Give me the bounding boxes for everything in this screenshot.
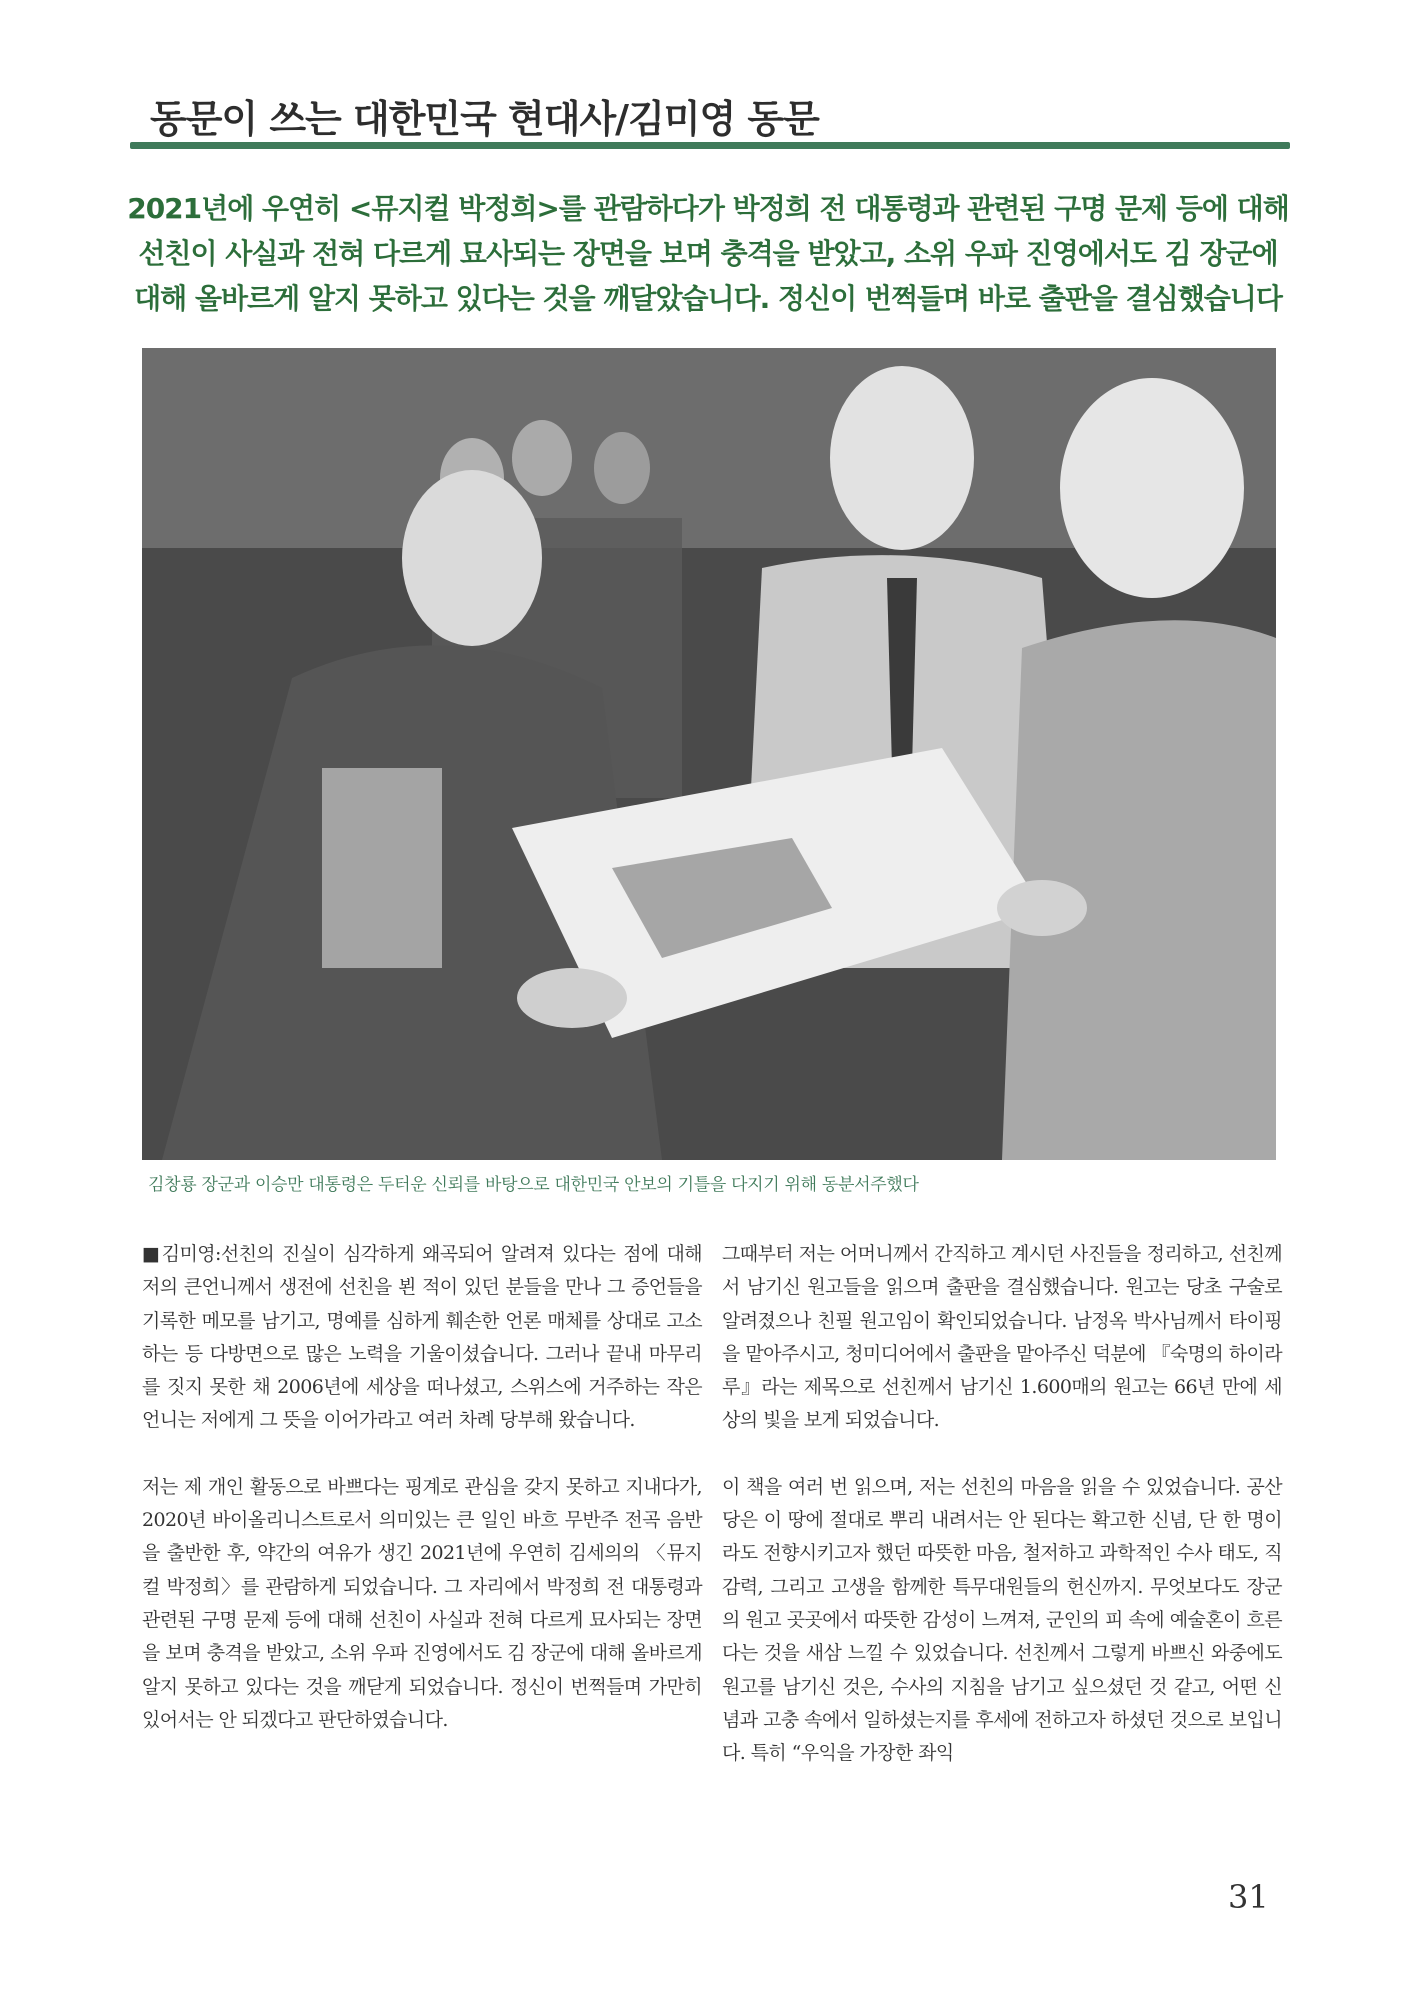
pull-quote: [118, 186, 1298, 321]
title-rule: [130, 142, 1290, 149]
page-number: 31: [1228, 1878, 1269, 1916]
body-paragraph: 저는 제 개인 활동으로 바쁘다는 핑계로 관심을 갖지 못하고 지내다가, 2020년 바이올리니스트로서 의미있는 큰 일인 바흐 무반주 전곡 음반을 출반한 후, 약간의 여유가 생긴 2021년에 우연히 김세의의 〈뮤지컬 박정희〉를 관람하게 되었습니다. 그 자리에서 박정희 전 대통령과 관련된 구명 문제 등에 대해 선친이 사실과 전혀 다르게 묘사되는 장면을 보며 충격을 받았고, 소위 우파 진영에서도 김 장군에 대해 올바르게 알지 못하고 있다는 것을 깨닫게 되었습니다. 정신이 번쩍들며 가만히 있어서는 안 되겠다고 판단하였습니다.: [142, 1475, 702, 1731]
body-paragraph: 그때부터 저는 어머니께서 간직하고 계시던 사진들을 정리하고, 선친께서 남기신 원고들을 읽으며 출판을 결심했습니다. 원고는 당초 구술로 알려졌으나 친필 원고임이 확인되었습니다. 남정옥 박사님께서 타이핑을 맡아주시고, 청미디어에서 출판을 맡아주신 덕분에 『숙명의 하이라루』라는 제목으로 선친께서 남기신 1.600매의 원고는 66년 만에 세상의 빛을 보게 되었습니다.: [722, 1243, 1282, 1432]
body-column-right: [722, 1238, 1282, 1803]
historical-photo: [142, 348, 1276, 1160]
photo-caption: 김창룡 장군과 이승만 대통령은 두터운 신뢰를 바탕으로 대한민국 안보의 기틀을 다지기 위해 동분서주했다: [148, 1175, 919, 1195]
section-title: 동문이 쓰는 대한민국 현대사/김미영 동문: [150, 97, 819, 141]
pull-quote-line: 2021년에 우연히 <뮤지컬 박정희>를 관람하다가 박정희 전 대통령과 관련된 구명 문제 등에 대해: [127, 192, 1289, 225]
body-paragraph: ■김미영:선친의 진실이 심각하게 왜곡되어 알려져 있다는 점에 대해 저의 큰언니께서 생전에 선친을 뵌 적이 있던 분들을 만나 그 증언들을 기록한 메모를 남기고, 명예를 심하게 훼손한 언론 매체를 상대로 고소하는 등 다방면으로 많은 노력을 기울이셨습니다. 그러나 끝내 마무리를 짓지 못한 채 2006년에 세상을 떠나셨고, 스위스에 거주하는 작은언니는 저에게 그 뜻을 이어가라고 여러 차례 당부해 왔습니다.: [142, 1243, 702, 1432]
pull-quote-line: 대해 올바르게 알지 못하고 있다는 것을 깨달았습니다. 정신이 번쩍들며 바로 출판을 결심했습니다: [134, 282, 1282, 315]
body-column-left: [142, 1238, 702, 1770]
photo-illustration: [142, 348, 1276, 1160]
body-paragraph: 이 책을 여러 번 읽으며, 저는 선친의 마음을 읽을 수 있었습니다. 공산당은 이 땅에 절대로 뿌리 내려서는 안 된다는 확고한 신념, 단 한 명이라도 전향시키고자 했던 따뜻한 마음, 철저하고 과학적인 수사 태도, 직감력, 그리고 고생을 함께한 특무대원들의 헌신까지. 무엇보다도 장군의 원고 곳곳에서 따뜻한 감성이 느껴져, 군인의 피 속에 예술혼이 흐른다는 것을 새삼 느낄 수 있었습니다. 선친께서 그렇게 바쁘신 와중에도 원고를 남기신 것은, 수사의 지침을 남기고 싶으셨던 것 같고, 어떤 신념과 고충 속에서 일하셨는지를 후세에 전하고자 하셨던 것으로 보입니다. 특히 “우익을 가장한 좌익: [722, 1475, 1282, 1765]
pull-quote-line: 선친이 사실과 전혀 다르게 묘사되는 장면을 보며 충격을 받았고, 소위 우파 진영에서도 김 장군에: [138, 237, 1278, 270]
